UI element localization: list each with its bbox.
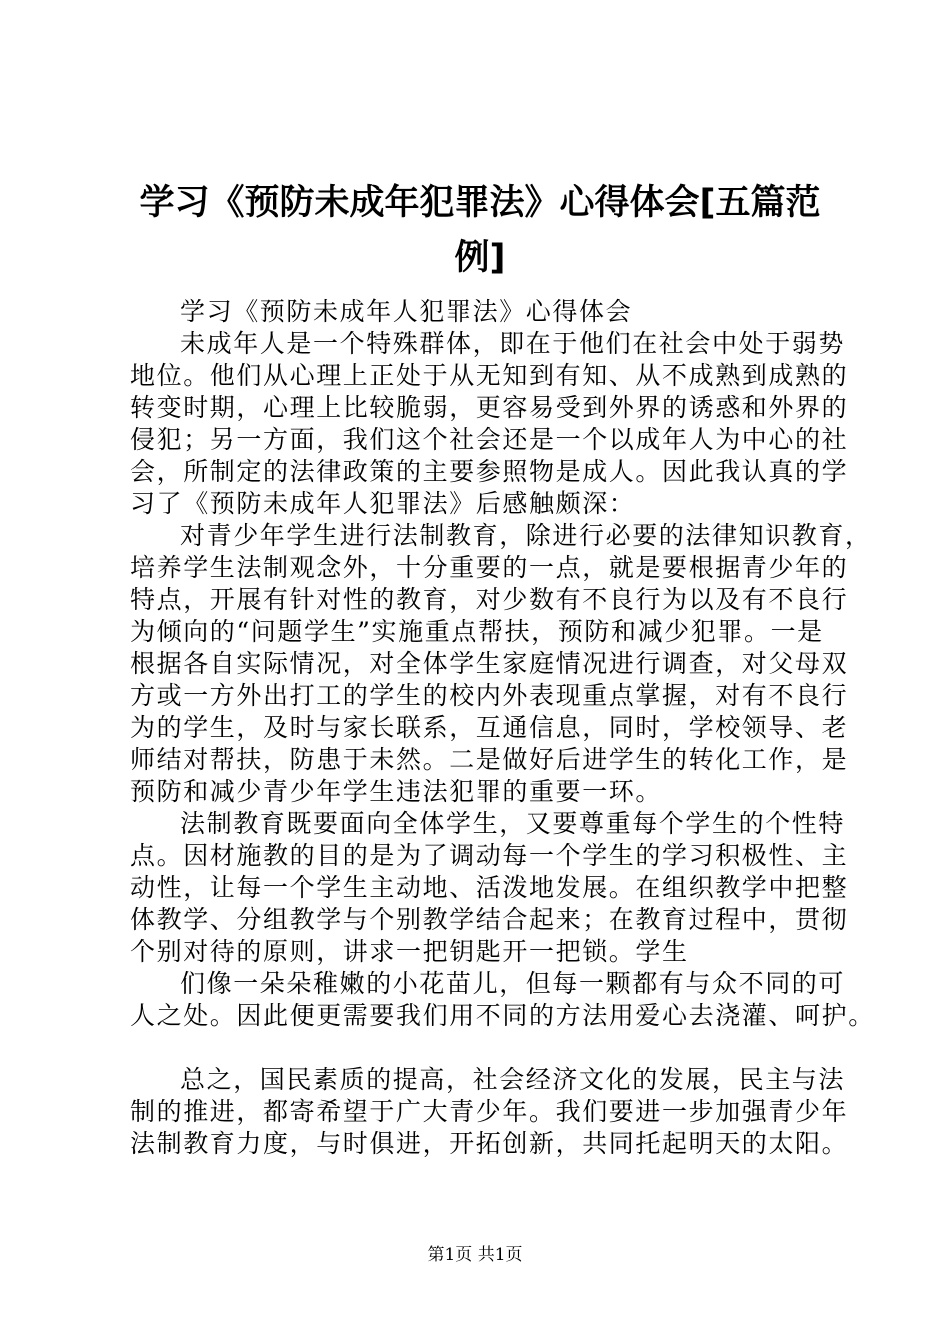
document-title (130, 176, 830, 286)
paragraph-line: 培养学生法制观念外，十分重要的一点，就是要根据青少年的 (130, 553, 849, 582)
paragraph-line: 地位。他们从心理上正处于从无知到有知、从不成熟到成熟的 (130, 361, 849, 390)
title-line-2: 例] (454, 238, 506, 278)
paragraph-line: 人之处。因此便更需要我们用不同的方法用爱心去浇灌、呵护。 (130, 1001, 875, 1030)
paragraph-line: 根据各自实际情况，对全体学生家庭情况进行调查，对父母双 (130, 649, 849, 678)
paragraph-line: 未成年人是一个特殊群体，即在于他们在社会中处于弱势 (180, 329, 846, 358)
document-body (130, 296, 875, 1160)
paragraph-line: 为倾向的“问题学生”实施重点帮扶，预防和减少犯罪。一是 (130, 617, 824, 646)
paragraph-line: 为的学生，及时与家长联系，互通信息，同时，学校领导、老 (130, 713, 849, 742)
paragraph-line: 动性，让每一个学生主动地、活泼地发展。在组织教学中把整 (130, 873, 849, 902)
paragraph-line: 对青少年学生进行法制教育，除进行必要的法律知识教育， (180, 521, 872, 550)
paragraph-line: 法制教育力度，与时俱进，开拓创新，共同托起明天的太阳。 (130, 1129, 849, 1158)
paragraph-line: 师结对帮扶，防患于未然。二是做好后进学生的转化工作，是 (130, 745, 849, 774)
paragraph-line: 个别对待的原则，讲求一把钥匙开一把锁。学生 (130, 937, 689, 966)
paragraph-line: 点。因材施教的目的是为了调动每一个学生的学习积极性、主 (130, 841, 849, 870)
page-number-footer: 第1页 共1页 (427, 1245, 523, 1265)
paragraph-line: 体教学、分组教学与个别教学结合起来；在教育过程中，贯彻 (130, 905, 849, 934)
subtitle-line: 学习《预防未成年人犯罪法》心得体会 (180, 297, 633, 326)
blank-line (130, 1032, 830, 1064)
paragraph-line: 习了《预防未成年人犯罪法》后感触颇深： (130, 489, 636, 518)
paragraph-line: 总之，国民素质的提高，社会经济文化的发展，民主与法 (180, 1065, 846, 1094)
paragraph-line: 法制教育既要面向全体学生，又要尊重每个学生的个性特 (180, 809, 846, 838)
paragraph-line: 预防和减少青少年学生违法犯罪的重要一环。 (130, 777, 663, 806)
paragraph-line: 特点，开展有针对性的教育，对少数有不良行为以及有不良行 (130, 585, 849, 614)
paragraph-line: 会，所制定的法律政策的主要参照物是成人。因此我认真的学 (130, 457, 849, 486)
paragraph-line: 们像一朵朵稚嫩的小花苗儿，但每一颗都有与众不同的可 (180, 969, 846, 998)
paragraph-line: 转变时期，心理上比较脆弱，更容易受到外界的诱惑和外界的 (130, 393, 849, 422)
paragraph-line: 侵犯；另一方面，我们这个社会还是一个以成年人为中心的社 (130, 425, 849, 454)
paragraph-line: 方或一方外出打工的学生的校内外表现重点掌握，对有不良行 (130, 681, 849, 710)
title-line-1: 学习《预防未成年犯罪法》心得体会[五篇范 (139, 183, 821, 223)
paragraph-line: 制的推进，都寄希望于广大青少年。我们要进一步加强青少年 (130, 1097, 849, 1126)
